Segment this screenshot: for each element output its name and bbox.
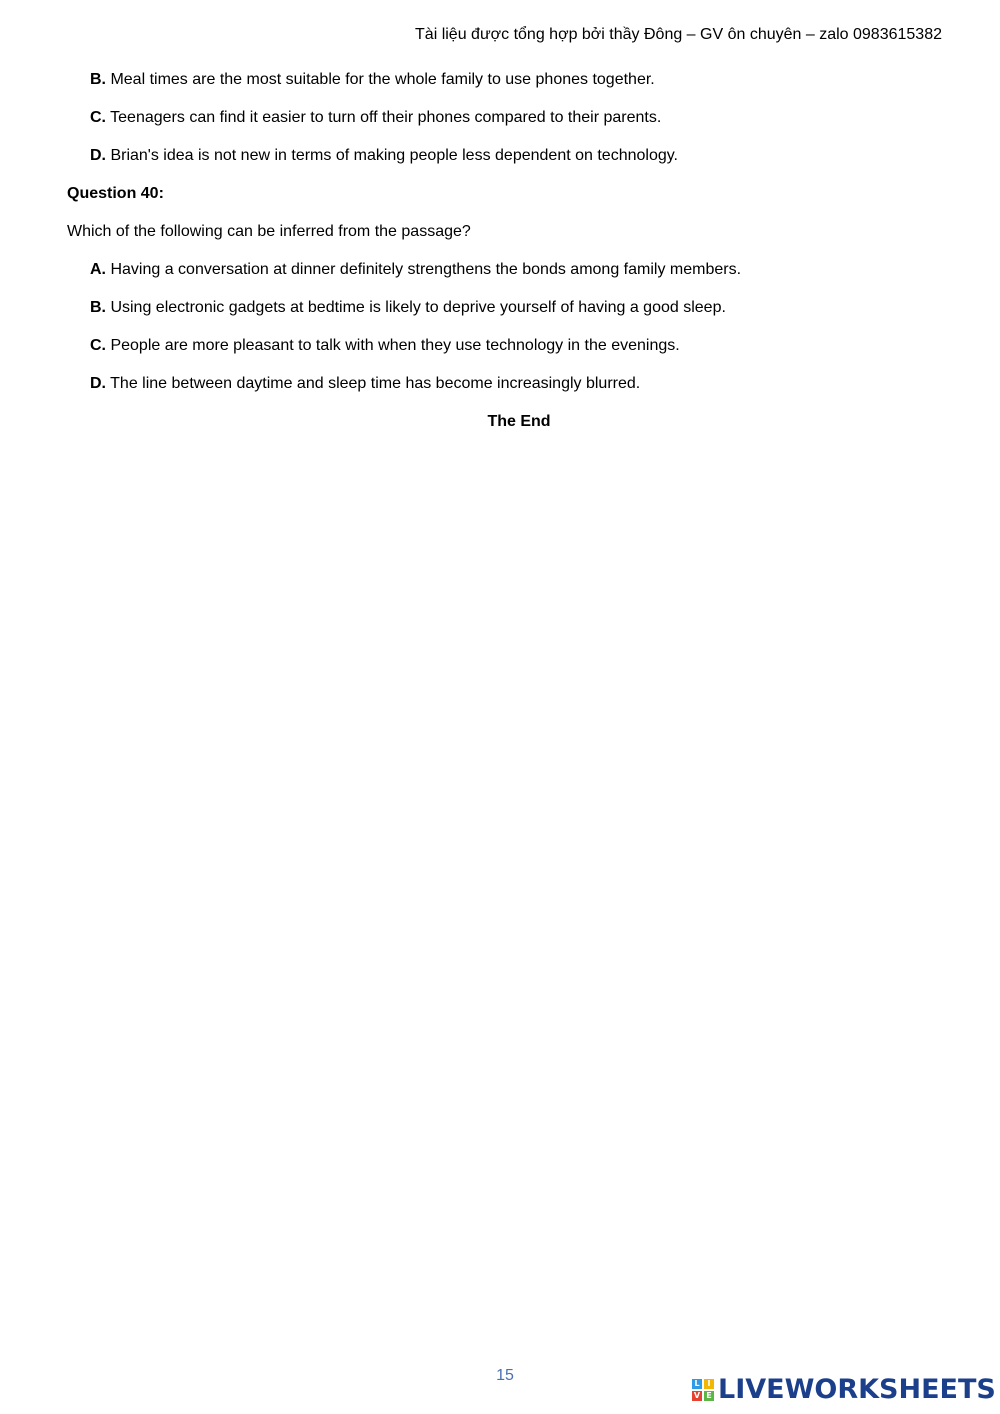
option-text: Teenagers can find it easier to turn off their phones compared to their parents. [106,109,662,126]
option-letter: C. [90,337,106,354]
option-text: Using electronic gadgets at bedtime is likely to deprive yourself of having a good sleep. [106,299,726,316]
option-letter: C. [90,109,106,126]
logo-mark-cell: L [692,1379,702,1389]
option-letter: B. [90,299,106,316]
liveworksheets-logo [692,1374,996,1406]
logo-text: LIVEWORKSHEETS [718,1374,996,1405]
question-40-title: Question 40: [67,185,164,202]
q40-option-b [67,298,947,336]
logo-mark-cell: V [693,1391,701,1400]
option-text: Brian's idea is not new in terms of making people less dependent on technology. [106,147,678,164]
document-body [67,70,947,450]
option-letter: D. [90,375,106,392]
option-letter: D. [90,147,106,164]
q39-option-d [67,146,947,184]
option-text: The line between daytime and sleep time has become increasingly blurred. [106,375,641,392]
option-text: People are more pleasant to talk with when they use technology in the evenings. [106,337,680,354]
q40-option-d [67,374,947,412]
question-40-prompt: Which of the following can be inferred from the passage? [67,223,471,240]
page-number: 15 [496,1367,514,1384]
q40-option-a [67,260,947,298]
q39-option-c [67,108,947,146]
page-header: Tài liệu được tổng hợp bởi thầy Đông – GV ôn chuyên – zalo 0983615382 [415,26,942,43]
the-end-label: The End [487,413,551,430]
option-text: Having a conversation at dinner definitely strengthens the bonds among family members. [106,261,742,278]
logo-mark-cell: I [704,1379,714,1389]
logo-mark-icon [692,1379,714,1401]
option-text: Meal times are the most suitable for the whole family to use phones together. [106,71,655,88]
option-letter: B. [90,71,106,88]
q40-option-c [67,336,947,374]
logo-mark-cell: E [704,1391,714,1401]
q39-option-b [67,70,947,108]
option-letter: A. [90,261,106,278]
